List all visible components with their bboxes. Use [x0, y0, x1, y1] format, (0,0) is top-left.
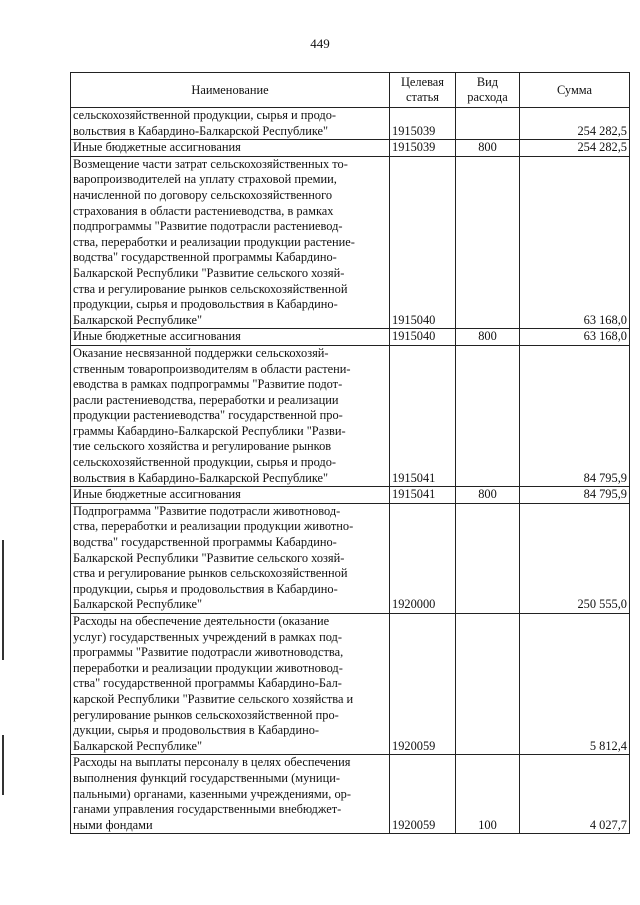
row-name: Иные бюджетные ассигнования: [71, 487, 390, 504]
row-sum: 4 027,7: [520, 755, 630, 834]
row-sum: 254 282,5: [520, 108, 630, 140]
row-sum: 84 795,9: [520, 345, 630, 486]
row-sum: 63 168,0: [520, 329, 630, 346]
header-row: [71, 73, 630, 108]
row-sum: 250 555,0: [520, 503, 630, 613]
row-name: Иные бюджетные ассигнования: [71, 140, 390, 157]
table-row: [71, 345, 630, 486]
row-name: сельскохозяйственной продукции, сырья и продо- вольствия в Кабардино-Балкарской Республике": [71, 108, 390, 140]
row-target-article: 1915041: [390, 345, 456, 486]
table-row: [71, 108, 630, 140]
row-target-article: 1915039: [390, 140, 456, 157]
row-target-article: 1915040: [390, 329, 456, 346]
row-target-article: 1915040: [390, 156, 456, 329]
row-name: Возмещение части затрат сельскохозяйственных то- варопроизводителей на уплату страховой премии, начисленной по договору сельскохозяйственного страхования в области растениеводства, в рамках подпрограммы "Развитие подотрасли растениевод- ства, переработки и реализации продукции растение- водства" государственной программы Кабардино- Балкарской Республики "Развитие сельского хозяй- ства и регулирование рынков сельскохозяйственной продукции, сырья и продовольствия в Кабардино- Балкарской Республике": [71, 156, 390, 329]
table-row: [71, 487, 630, 504]
page-number: 449: [310, 36, 330, 51]
row-target-article: 1920059: [390, 614, 456, 755]
row-expense-type: 100: [456, 755, 520, 834]
table-row: [71, 503, 630, 613]
row-name: Оказание несвязанной поддержки сельскохозяй- ственным товаропроизводителям в области растени- еводства в рамках подпрограммы "Развитие подот- расли растениеводства, переработки и реализации продукции растениеводства" государственной про- граммы Кабардино-Балкарской Республики "Разви- тие сельского хозяйства и регулирование рынков сельскохозяйственной продукции, сырья и продо- вольствия в Кабардино-Балкарской Республике": [71, 345, 390, 486]
row-sum: 84 795,9: [520, 487, 630, 504]
table-row: [71, 156, 630, 329]
table-header: [71, 73, 630, 108]
row-name: Иные бюджетные ассигнования: [71, 329, 390, 346]
table-body: [71, 108, 630, 834]
row-name: Расходы на обеспечение деятельности (оказание услуг) государственных учреждений в рамках под- программы "Развитие подотрасли животноводства, переработки и реализации продукции животновод- ства" государственной программы Кабардино-Бал- карской Республики "Развитие сельского хозяйства и регулирование рынков сельскохозяйственной про- дукции, сырья и продовольствия в Кабардино- Балкарской Республике": [71, 614, 390, 755]
row-sum: 5 812,4: [520, 614, 630, 755]
row-expense-type: [456, 614, 520, 755]
row-name: Расходы на выплаты персоналу в целях обеспечения выполнения функций государственными (муници- пальными) органами, казенными учреждениями, ор- ганами управления государственными внебюджет- ными фондами: [71, 755, 390, 834]
table-row: [71, 755, 630, 834]
row-target-article: 1920059: [390, 755, 456, 834]
row-sum: 254 282,5: [520, 140, 630, 157]
row-expense-type: 800: [456, 329, 520, 346]
row-target-article: 1915041: [390, 487, 456, 504]
table-row: [71, 614, 630, 755]
header-target-article: Целевая статья: [390, 73, 456, 108]
scan-edge-mark: [2, 735, 4, 795]
header-sum: Сумма: [520, 73, 630, 108]
row-expense-type: [456, 108, 520, 140]
row-expense-type: 800: [456, 487, 520, 504]
row-expense-type: [456, 503, 520, 613]
budget-table: [70, 72, 630, 834]
scan-edge-mark: [2, 540, 4, 660]
row-sum: 63 168,0: [520, 156, 630, 329]
table-row: [71, 329, 630, 346]
row-target-article: 1915039: [390, 108, 456, 140]
row-expense-type: [456, 156, 520, 329]
row-target-article: 1920000: [390, 503, 456, 613]
header-expense-type: Вид расхода: [456, 73, 520, 108]
row-expense-type: 800: [456, 140, 520, 157]
row-name: Подпрограмма "Развитие подотрасли животновод- ства, переработки и реализации продукции животно- водства" государственной программы Кабардино- Балкарской Республики "Развитие сельского хозяй- ства и регулирование рынков сельскохозяйственной продукции, сырья и продовольствия в Кабардино- Балкарской Республике": [71, 503, 390, 613]
table-row: [71, 140, 630, 157]
header-name: Наименование: [71, 73, 390, 108]
row-expense-type: [456, 345, 520, 486]
